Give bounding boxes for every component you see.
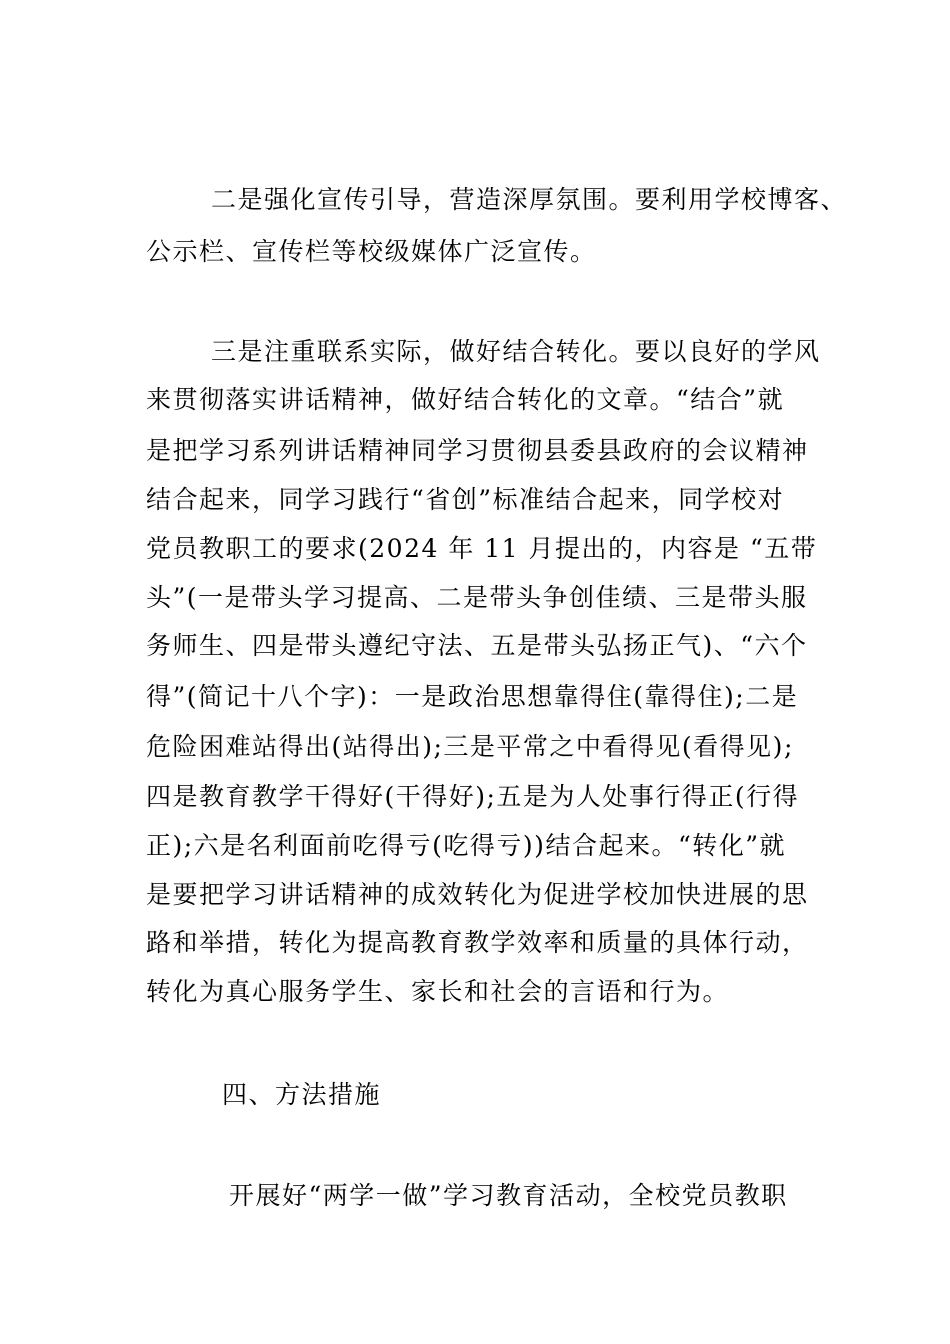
paragraph-line: 三是注重联系实际，做好结合转化。要以良好的学风	[211, 337, 821, 366]
paragraph-line: 是把学习系列讲话精神同学习贯彻县委县政府的会议精神	[146, 436, 809, 465]
paragraph-line: 正);六是名利面前吃得亏(吃得亏))结合起来。“转化”就	[146, 831, 786, 860]
paragraph-line: 是要把学习讲话精神的成效转化为促进学校加快进展的思	[146, 880, 809, 909]
paragraph-line: 转化为真心服务学生、家长和社会的言语和行为。	[146, 977, 730, 1006]
paragraph-line: 党员教职工的要求(2024 年 11 月提出的，内容是 “五带	[146, 534, 818, 563]
paragraph-line: 危险困难站得出(站得出);三是平常之中看得见(看得见);	[146, 732, 794, 761]
paragraph-line: 得”(简记十八个字)：一是政治思想靠得住(靠得住);二是	[146, 682, 799, 711]
paragraph-line: 务师生、四是带头遵纪守法、五是带头弘扬正气)、“六个	[146, 631, 808, 660]
paragraph-line: 来贯彻落实讲话精神，做好结合转化的文章。“结合”就	[146, 385, 785, 414]
paragraph-line: 二是强化宣传引导，营造深厚氛围。要利用学校博客、	[211, 185, 848, 214]
paragraph-line: 开展好“两学一做”学习教育活动，全校党员教职	[229, 1181, 788, 1210]
paragraph-line: 路和举措，转化为提高教育教学效率和质量的具体行动，	[146, 928, 809, 957]
paragraph-line: 结合起来，同学习践行“省创”标准结合起来，同学校对	[146, 485, 785, 514]
section-heading: 四、方法措施	[222, 1080, 382, 1109]
paragraph-line: 四是教育教学干得好(干得好);五是为人处事行得正(行得	[146, 782, 800, 811]
paragraph-line: 头”(一是带头学习提高、二是带头争创佳绩、三是带头服	[146, 583, 808, 612]
paragraph-line: 公示栏、宣传栏等校级媒体广泛宣传。	[146, 237, 597, 266]
